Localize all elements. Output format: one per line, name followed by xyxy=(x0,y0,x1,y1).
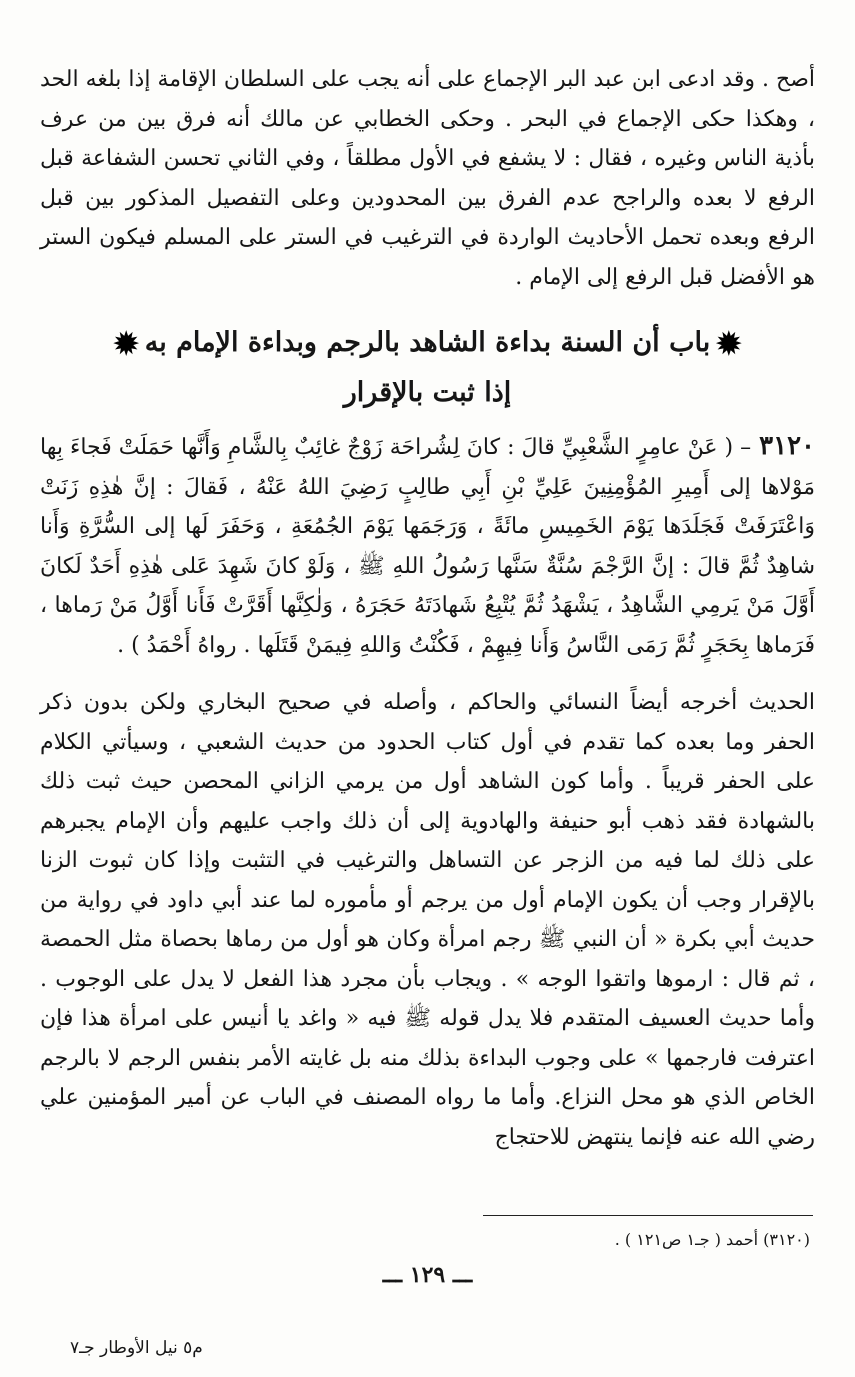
page-number: ـــ ١٢٩ ـــ xyxy=(382,1262,473,1288)
footnote-divider xyxy=(483,1215,813,1216)
page-body xyxy=(40,60,815,1157)
footnote: (٣١٢٠) أحمد ( جـ١ ص١٢١ ) . xyxy=(614,1230,810,1249)
intro-paragraph: أصح . وقد ادعى ابن عبد البر الإجماع على أنه يجب على السلطان الإقامة إذا بلغه الحد ، وهكذا حكى الإجماع في البحر . وحكى الخطابي عن مالك أنه فرق بين من عرف بأذية الناس وغيره ، فقال : لا يشفع في الأول مطلقاً ، وفي الثاني تحسن الشفاعة قبل الرفع لا بعده والراجح عدم الفرق بين المحدودين وعلى التفصيل المذكور بين قبل الرفع وبعده تحمل الأحاديث الواردة في الترغيب في الستر على المسلم فيكون الستر هو الأفضل قبل الرفع إلى الإمام . xyxy=(40,67,815,290)
hadith-text: – ( عَنْ عامِرٍ الشَّعْبِيِّ قالَ : كانَ لِشُراحَة زَوْجٌ غائِبٌ بِالشَّامِ وَأَنَّها حَمَلَتْ فَجاءَ بِها مَوْلاها إلى أَمِيرِ المُؤْمِنِينَ عَلِيِّ بْنِ أَبِي طالِبٍ رَضِيَ اللهُ عَنْهُ ، فَقالَ : إنَّ هٰذِهِ زَنَتْ وَاعْتَرَفَتْ فَجَلَدَها يَوْمَ الخَمِيسِ مائَةً ، وَرَجَمَها يَوْمَ الجُمُعَةِ ، وَحَفَرَ لَها إلى السُّرَّةِ وَأَنا شاهِدٌ ثُمَّ قالَ : إنَّ الرَّجْمَ سُنَّةٌ سَنَّها رَسُولُ اللهِ ﷺ ، وَلَوْ كانَ شَهِدَ عَلى هٰذِهِ أَحَدٌ لَكانَ أَوَّلَ مَنْ يَرمِي الشَّاهِدُ ، يَشْهَدُ ثُمَّ يُتْبِعُ شَهادَتَهُ حَجَرَهُ ، وَلٰكِنَّها أَقَرَّتْ فَأَنا أَوَّلُ مَنْ رَماها ، فَرَماها بِحَجَرٍ ثُمَّ رَمَى النَّاسُ وَأَنا فِيهِمْ ، فَكُنْتُ وَاللهِ فِيمَنْ قَتَلَها . رواهُ أَحْمَدُ ) . xyxy=(40,435,815,658)
chapter-title-line-2: إذا ثبت بالإقرار xyxy=(343,377,512,408)
chapter-heading xyxy=(40,319,815,417)
chapter-heading-line-1 xyxy=(40,319,815,369)
hadith-number: ٣١٢٠ xyxy=(759,431,815,461)
book-signature: م٥ نيل الأوطار جـ٧ xyxy=(70,1338,203,1358)
hadith-block xyxy=(40,427,815,665)
ornament-star-icon: ✹ xyxy=(716,327,742,362)
commentary-paragraph: الحديث أخرجه أيضاً النسائي والحاكم ، وأصله في صحيح البخاري ولكن بدون ذكر الحفر وما بعده كما تقدم في أول كتاب الحدود من حديث الشعبي ، وسيأتي الكلام على الحفر قريباً . وأما كون الشاهد أول من يرمي الزاني المحصن حيث ثبت ذلك بالشهادة فقد ذهب أبو حنيفة والهادوية إلى أن ذلك واجب عليهم وأن الإمام يجبرهم على ذلك لما فيه من الزجر عن التساهل والترغيب في التثبت وإذا كان ثبوت الزنا بالإقرار وجب أن يكون الإمام أول من يرجم أو مأموره لما عند أبي داود في رواية من حديث أبي بكرة « أن النبي ﷺ رجم امرأة وكان هو أول من رماها بحصاة مثل الحمصة ، ثم قال : ارموها واتقوا الوجه » . ويجاب بأن مجرد هذا الفعل لا يدل على الوجوب . وأما حديث العسيف المتقدم فلا يدل قوله ﷺ فيه « واغد يا أنيس على امرأة هذا فإن اعترفت فارجمها » على وجوب البداءة بذلك منه بل غايته الأمر بنفس الرجم لا بالرجم الخاص الذي هو محل النزاع. وأما ما رواه المصنف في الباب عن أمير المؤمنين علي رضي الله عنه فإنما ينتهض للاحتجاج xyxy=(40,690,815,1150)
ornament-star-icon: ✹ xyxy=(113,327,139,362)
chapter-title-line-1: باب أن السنة بداءة الشاهد بالرجم وبداءة الإمام به xyxy=(144,327,711,358)
